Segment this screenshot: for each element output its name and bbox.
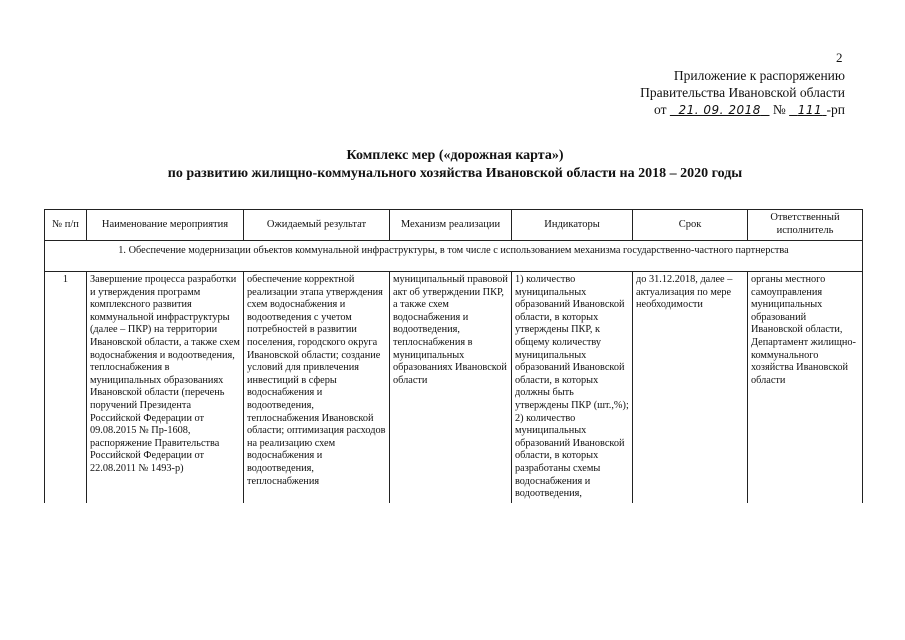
- appendix-line-1: Приложение к распоряжению: [673, 68, 845, 83]
- header-responsible: Ответственный исполнитель: [748, 210, 863, 241]
- table-row: [45, 272, 863, 503]
- header-term: Срок: [633, 210, 748, 241]
- title-line-1: Комплекс мер («дорожная карта»): [346, 148, 564, 163]
- number-sign: №: [772, 102, 786, 117]
- header-number: № п/п: [45, 210, 87, 241]
- date-prefix: от: [654, 102, 667, 117]
- page-number: 2: [836, 50, 843, 65]
- header-name: Наименование мероприятия: [87, 210, 244, 241]
- title-line-2: по развитию жилищно-коммунального хозяйства Ивановской области на 2018 – 2020 годы: [167, 166, 743, 181]
- cell-result: обеспечение корректной реализации этапа утверждения схем водоснабжения и водоотведения с учетом потребностей в развитии поселения, городского округа Ивановской области; создание условий для привлечения инвестиций в сферы водоснабжения и водоотведения, теплоснабжения Ивановской области; оптимизация расходов на реализацию схем водоснабжения и водоотведения, теплоснабжения: [244, 272, 390, 503]
- roadmap-table: [44, 209, 863, 503]
- handwritten-date: 21. 09. 2018: [678, 103, 761, 117]
- cell-name: Завершение процесса разработки и утверждения программ комплексного развития коммунальной инфраструктуры (далее – ПКР) на территории Ивановской области, а также схем водоснабжения и водоотведения, теплоснабжения в муниципальных образованиях Ивановской области (перечень поручений Президента Российской Федерации от 09.08.2015 № Пр-1608, распоряжение Правительства Российской Федерации от 22.08.2011 № 1493-р): [87, 272, 244, 503]
- cell-term: до 31.12.2018, далее – актуализация по мере необходимости: [633, 272, 748, 503]
- cell-number: 1: [45, 272, 87, 503]
- section-row: [45, 241, 863, 272]
- header-mechanism: Механизм реализации: [390, 210, 512, 241]
- document-title: [60, 147, 850, 183]
- appendix-line-2: Правительства Ивановской области: [640, 85, 845, 100]
- number-suffix: -рп: [826, 102, 845, 117]
- table-header-row: [45, 210, 863, 241]
- section-title: 1. Обеспечение модернизации объектов коммунальной инфраструктуры, в том числе с использованием механизма государственно-частного партнерства: [45, 241, 863, 272]
- header-result: Ожидаемый результат: [244, 210, 390, 241]
- appendix-header: [600, 67, 845, 119]
- cell-responsible: органы местного самоуправления муниципальных образований Ивановской области, Департамент жилищно-коммунального хозяйства Ивановской области: [748, 272, 863, 503]
- cell-mechanism: муниципальный правовой акт об утверждении ПКР, а также схем водоснабжения и водоотведения, теплоснабжения в муниципальных образованиях Ивановской области: [390, 272, 512, 503]
- cell-indicators: 1) количество муниципальных образований Ивановской области, в которых утверждены ПКР, к общему количеству муниципальных образований Ивановской области, в которых должны быть утверждены ПКР (шт.,%); 2) количество муниципальных образований Ивановской области, в которых разработаны схемы водоснабжения и водоотведения,: [512, 272, 633, 503]
- header-indicators: Индикаторы: [512, 210, 633, 241]
- appendix-date-line: [600, 101, 845, 119]
- handwritten-number: 111: [797, 103, 823, 117]
